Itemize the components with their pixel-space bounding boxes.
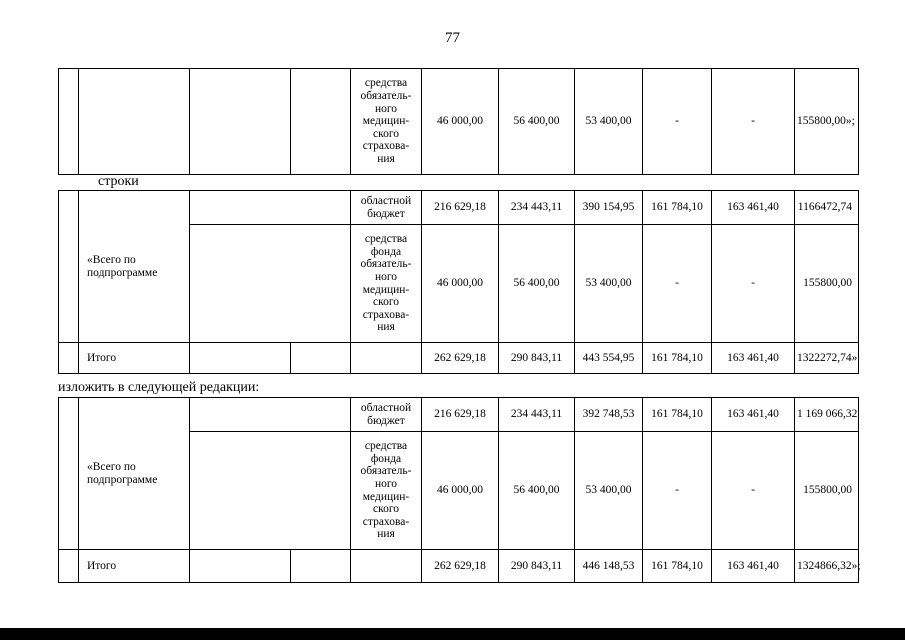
value-cell: 446 148,53: [575, 550, 643, 583]
value-cell: 53 400,00: [575, 225, 643, 343]
value-cell: -: [712, 225, 795, 343]
value-cell: 234 443,11: [499, 191, 575, 225]
table-cell: [351, 550, 422, 583]
table-cell: [59, 343, 79, 374]
total-cell: 1324866,32»;: [795, 550, 859, 583]
value-cell: 443 554,95: [575, 343, 643, 374]
funding-source-cell: средства обязатель- ного медицин- ского страхова- ния: [351, 69, 422, 175]
value-cell: 56 400,00: [499, 69, 575, 175]
value-cell: 161 784,10: [643, 550, 712, 583]
table-fragment-top: [58, 68, 859, 175]
row-label-cell: «Всего по подпрограмме: [79, 191, 190, 343]
total-cell: 1 169 066,32: [795, 398, 859, 432]
value-cell: 234 443,11: [499, 398, 575, 432]
table-cell: [59, 550, 79, 583]
value-cell: 390 154,95: [575, 191, 643, 225]
value-cell: 262 629,18: [422, 343, 499, 374]
value-cell: 161 784,10: [643, 398, 712, 432]
value-cell: 392 748,53: [575, 398, 643, 432]
table-cell: [291, 343, 351, 374]
value-cell: 216 629,18: [422, 191, 499, 225]
value-cell: 161 784,10: [643, 343, 712, 374]
table-cell: [79, 69, 190, 175]
value-cell: 161 784,10: [643, 191, 712, 225]
value-cell: 163 461,40: [712, 550, 795, 583]
table-cell: [190, 432, 351, 550]
value-cell: 56 400,00: [499, 225, 575, 343]
table-cell: [190, 69, 291, 175]
funding-source-cell: областной бюджет: [351, 191, 422, 225]
itogo-label: Итого: [79, 550, 190, 583]
value-cell: 290 843,11: [499, 343, 575, 374]
total-cell: 1322272,74»: [795, 343, 859, 374]
value-cell: 56 400,00: [499, 432, 575, 550]
table-row-total: [59, 343, 859, 374]
table-cell: [59, 69, 79, 175]
total-cell: 155800,00»;: [795, 69, 859, 175]
table-row-total: [59, 550, 859, 583]
table-cell: [351, 343, 422, 374]
table-row: [59, 398, 859, 432]
row-label-cell: «Всего по подпрограмме: [79, 398, 190, 550]
value-cell: 163 461,40: [712, 191, 795, 225]
table-cell: [190, 225, 351, 343]
value-cell: -: [712, 69, 795, 175]
table-cell: [190, 398, 351, 432]
value-cell: 46 000,00: [422, 225, 499, 343]
value-cell: 216 629,18: [422, 398, 499, 432]
label-stroki: строки: [98, 174, 139, 189]
table-cell: [190, 191, 351, 225]
value-cell: 163 461,40: [712, 343, 795, 374]
value-cell: -: [643, 432, 712, 550]
table-cell: [291, 69, 351, 175]
total-cell: 155800,00: [795, 225, 859, 343]
funding-source-cell: средства фонда обязатель- ного медицин- ского страхова- ния: [351, 432, 422, 550]
bottom-scan-border: [0, 628, 905, 640]
value-cell: 53 400,00: [575, 69, 643, 175]
table-cell: [291, 550, 351, 583]
label-redaction: изложить в следующей редакции:: [58, 380, 260, 395]
table-cell: [59, 398, 79, 550]
table-row: [59, 69, 859, 175]
value-cell: 53 400,00: [575, 432, 643, 550]
funding-source-cell: областной бюджет: [351, 398, 422, 432]
table-new-version: [58, 397, 859, 583]
funding-source-cell: средства фонда обязатель- ного медицин- ского страхова- ния: [351, 225, 422, 343]
value-cell: -: [643, 225, 712, 343]
table-cell: [190, 343, 291, 374]
table-cell: [190, 550, 291, 583]
value-cell: 46 000,00: [422, 432, 499, 550]
value-cell: 290 843,11: [499, 550, 575, 583]
page-number: 77: [445, 30, 460, 46]
value-cell: 163 461,40: [712, 398, 795, 432]
value-cell: -: [712, 432, 795, 550]
table-cell: [59, 191, 79, 343]
table-old-version: [58, 190, 859, 374]
total-cell: 1166472,74: [795, 191, 859, 225]
value-cell: -: [643, 69, 712, 175]
itogo-label: Итого: [79, 343, 190, 374]
table-row: [59, 191, 859, 225]
value-cell: 262 629,18: [422, 550, 499, 583]
total-cell: 155800,00: [795, 432, 859, 550]
value-cell: 46 000,00: [422, 69, 499, 175]
